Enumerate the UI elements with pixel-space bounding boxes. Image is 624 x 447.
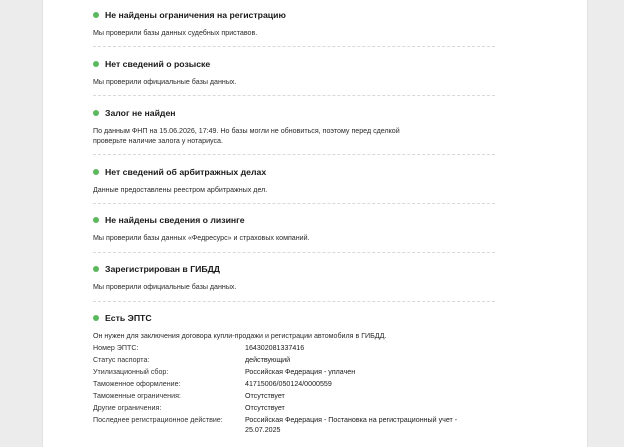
epts-label: Номер ЭПТС: — [93, 344, 139, 352]
epts-value: Отсутствует — [245, 404, 285, 412]
epts-value: Российская Федерация - Постановка на регистрационный учет - 25.07.2025 — [245, 416, 458, 434]
check-title: Не найдены ограничения на регистрацию — [105, 10, 286, 20]
epts-row — [93, 367, 495, 377]
epts-label: Другие ограничения: — [93, 404, 162, 412]
check-description: Мы проверили базы данных «Федресурс» и страховых компаний. — [93, 234, 310, 242]
status-ok-icon — [93, 217, 99, 223]
epts-row — [93, 403, 495, 413]
epts-row — [93, 379, 495, 389]
check-no-wanted — [93, 57, 495, 96]
epts-label: Последнее регистрационное действие: — [93, 416, 223, 424]
status-ok-icon — [93, 315, 99, 321]
epts-label: Таможенные ограничения: — [93, 392, 181, 400]
epts-details-table — [93, 343, 495, 435]
epts-row — [93, 343, 495, 353]
epts-value: Отсутствует — [245, 392, 285, 400]
check-title: Не найдены сведения о лизинге — [105, 215, 245, 225]
status-ok-icon — [93, 61, 99, 67]
check-no-registration-restrictions — [93, 8, 495, 47]
epts-row — [93, 391, 495, 401]
check-title: Залог не найден — [105, 108, 176, 118]
status-ok-icon — [93, 169, 99, 175]
epts-row — [93, 415, 495, 435]
check-title: Есть ЭПТС — [105, 313, 152, 323]
epts-row — [93, 355, 495, 365]
epts-label: Статус паспорта: — [93, 356, 150, 364]
check-no-pledge — [93, 106, 495, 155]
check-description: Он нужен для заключения договора купли-продажи и регистрации автомобиля в ГИБДД. — [93, 332, 387, 340]
epts-value: Российская Федерация - уплачен — [245, 368, 356, 376]
epts-label: Таможенное оформление: — [93, 380, 181, 388]
check-description: Мы проверили базы данных судебных приставов. — [93, 29, 258, 37]
epts-value: действующий — [245, 356, 291, 364]
check-title: Нет сведений о розыске — [105, 59, 211, 69]
check-description: Данные предоставлены реестром арбитражных дел. — [93, 186, 268, 194]
check-no-arbitration — [93, 165, 495, 204]
check-title: Нет сведений об арбитражных делах — [105, 167, 267, 177]
check-registered-gibdd — [93, 262, 495, 302]
check-description: По данным ФНП на 15.06.2026, 17:49. Но базы могли не обновиться, поэтому перед сделкой проверьте наличие залога у нотариуса. — [93, 127, 400, 145]
epts-value: 164302081337416 — [245, 344, 305, 352]
check-title: Зарегистрирован в ГИБДД — [105, 264, 220, 274]
status-ok-icon — [93, 12, 99, 18]
check-description: Мы проверили официальные базы данных. — [93, 78, 237, 86]
status-ok-icon — [93, 266, 99, 272]
check-no-leasing — [93, 213, 495, 253]
status-ok-icon — [93, 110, 99, 116]
epts-value: 41715006/050124/0000559 — [245, 380, 332, 388]
check-description: Мы проверили официальные базы данных. — [93, 283, 237, 291]
epts-label: Утилизационный сбор: — [93, 368, 169, 376]
